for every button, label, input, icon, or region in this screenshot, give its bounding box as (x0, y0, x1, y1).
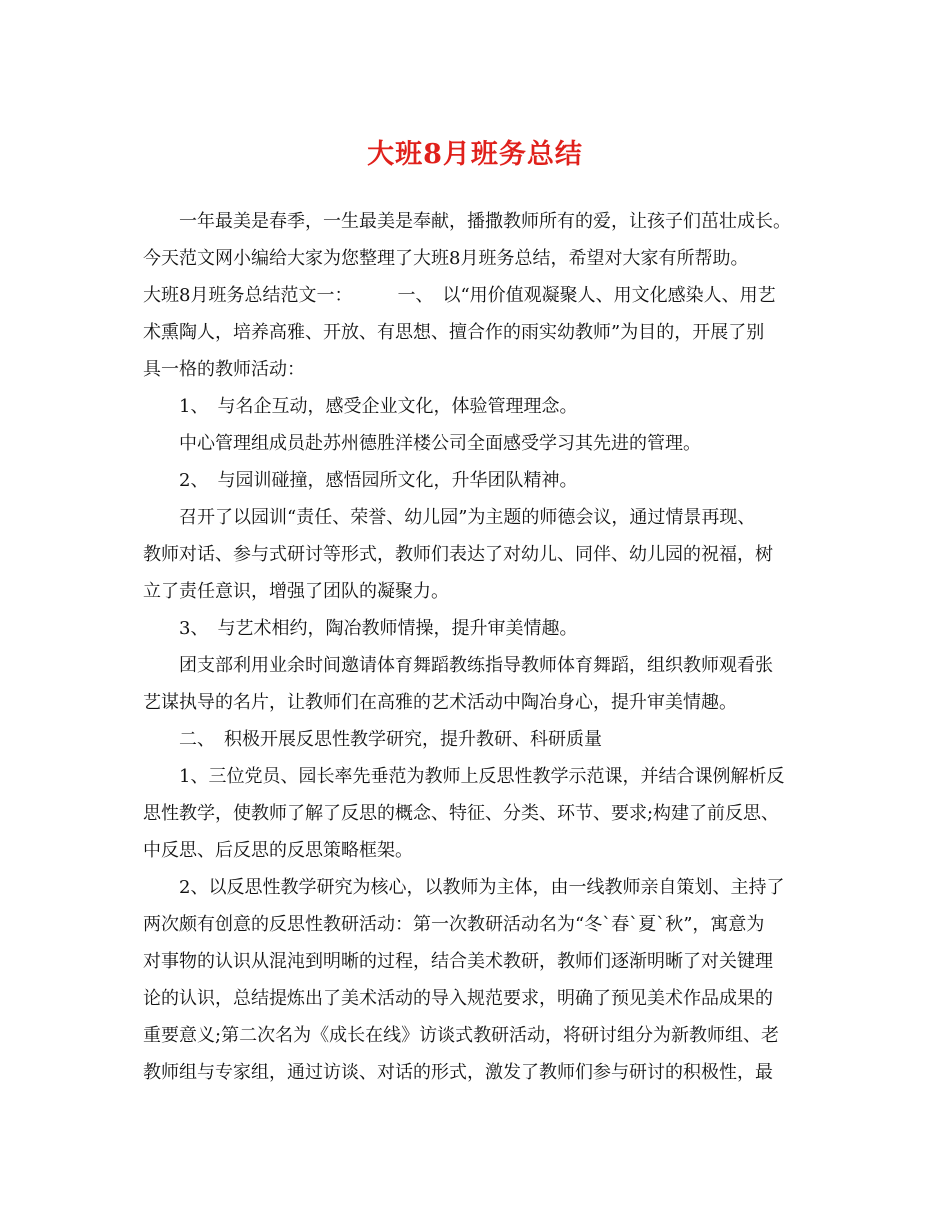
text-line: 大班8月班务总结范文一： 一、 以“用价值观凝聚人、用文化感染人、用艺 (143, 285, 776, 306)
text-line: 具一格的教师活动： (143, 359, 305, 380)
text-line: 两次颇有创意的反思性教研活动：第一次教研活动名为“冬`春`夏`秋”，寓意为 (143, 914, 765, 935)
text-line: 1、三位党员、园长率先垂范为教师上反思性教学示范课，并结合课例解析反 (143, 766, 785, 787)
text-line: 二、 积极开展反思性教学研究，提升教研、科研质量 (143, 729, 602, 750)
text-line: 团支部利用业余时间邀请体育舞蹈教练指导教师体育舞蹈，组织教师观看张 (143, 655, 773, 676)
text-line: 一年最美是春季，一生最美是奉献，播撒教师所有的爱，让孩子们茁壮成长。 (143, 211, 791, 232)
text-line: 论的认识，总结提炼出了美术活动的导入规范要求，明确了预见美术作品成果的 (143, 988, 773, 1009)
text-line: 教师对话、参与式研讨等形式，教师们表达了对幼儿、同伴、幼儿园的祝福，树 (143, 544, 773, 565)
text-line: 术熏陶人，培养高雅、开放、有思想、擅合作的雨实幼教师”为目的，开展了别 (143, 322, 765, 343)
text-line: 立了责任意识，增强了团队的凝聚力。 (143, 581, 449, 602)
text-line: 教师组与专家组，通过访谈、对话的形式，激发了教师们参与研讨的积极性，最 (143, 1062, 773, 1083)
text-line: 2、以反思性教学研究为核心，以教师为主体，由一线教师亲自策划、主持了 (143, 877, 785, 898)
text-line: 今天范文网小编给大家为您整理了大班8月班务总结，希望对大家有所帮助。 (143, 248, 749, 269)
text-line: 中反思、后反思的反思策略框架。 (143, 840, 413, 861)
text-line: 1、 与名企互动，感受企业文化，体验管理理念。 (143, 396, 578, 417)
text-line: 艺谋执导的名片，让教师们在高雅的艺术活动中陶冶身心，提升审美情趣。 (143, 692, 737, 713)
document-title: 大班8月班务总结 (367, 139, 583, 170)
text-line: 重要意义;第二次名为《成长在线》访谈式教研活动，将研讨组分为新教师组、老 (143, 1025, 780, 1046)
text-line: 3、 与艺术相约，陶冶教师情操，提升审美情趣。 (143, 618, 578, 639)
text-line: 对事物的认识从混沌到明晰的过程，结合美术教研，教师们逐渐明晰了对关键理 (143, 951, 773, 972)
document-body (143, 203, 813, 1091)
text-line: 2、 与园训碰撞，感悟园所文化，升华团队精神。 (143, 470, 578, 491)
text-line: 召开了以园训“责任、荣誉、幼儿园”为主题的师德会议，通过情景再现、 (143, 507, 756, 528)
text-line: 中心管理组成员赴苏州德胜洋楼公司全面感受学习其先进的管理。 (143, 433, 701, 454)
text-line: 思性教学，使教师了解了反思的概念、特征、分类、环节、要求;构建了前反思、 (143, 803, 780, 824)
